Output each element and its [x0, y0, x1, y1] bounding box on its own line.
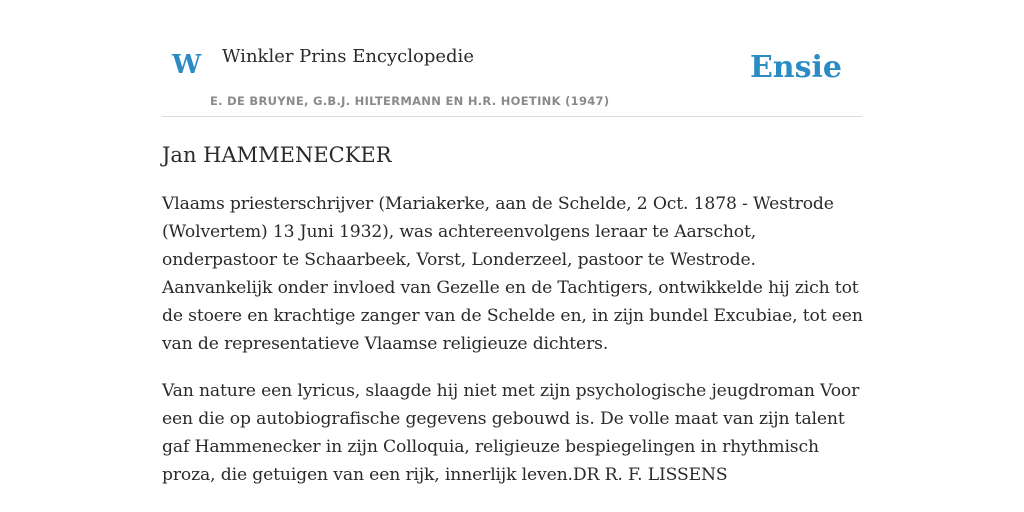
article-content — [162, 138, 864, 508]
article-paragraph: Van nature een lyricus, slaagde hij niet met zijn psychologische jeugdroman Voor een die op autobiografische gegevens gebouwd is. De volle maat van zijn talent gaf Hammenecker in zijn Colloquia, religieuze bespiegelingen in rhythmisch proza, die getuigen van een rijk, innerlijk leven.DR R. F. LISSENS — [162, 381, 860, 485]
article-paragraph: Vlaams priesterschrijver (Mariakerke, aan de Schelde, 2 Oct. 1878 - Westrode (Wolvertem) 13 Juni 1932), was achtereenvolgens leraar te Aarschot, onderpastoor te Schaarbeek, Vorst, Londerzeel, pastoor te Westrode. Aanvankelijk onder invloed van Gezelle en de Tachtigers, ontwikkelde hij zich tot de stoere en krachtige zanger van de Schelde en, in zijn bundel Excubiae, tot een van de representatieve Vlaamse religieuze dichters. — [162, 194, 863, 354]
publication-title[interactable]: Winkler Prins Encyclopedie — [222, 46, 474, 67]
logo-w-icon[interactable]: W — [172, 50, 202, 80]
brand-logo[interactable]: Ensie — [749, 50, 842, 85]
publication-authors: E. DE BRUYNE, G.B.J. HILTERMANN EN H.R. HOETINK (1947) — [210, 94, 610, 108]
header — [162, 0, 862, 117]
article-title: Jan HAMMENECKER — [162, 143, 392, 167]
